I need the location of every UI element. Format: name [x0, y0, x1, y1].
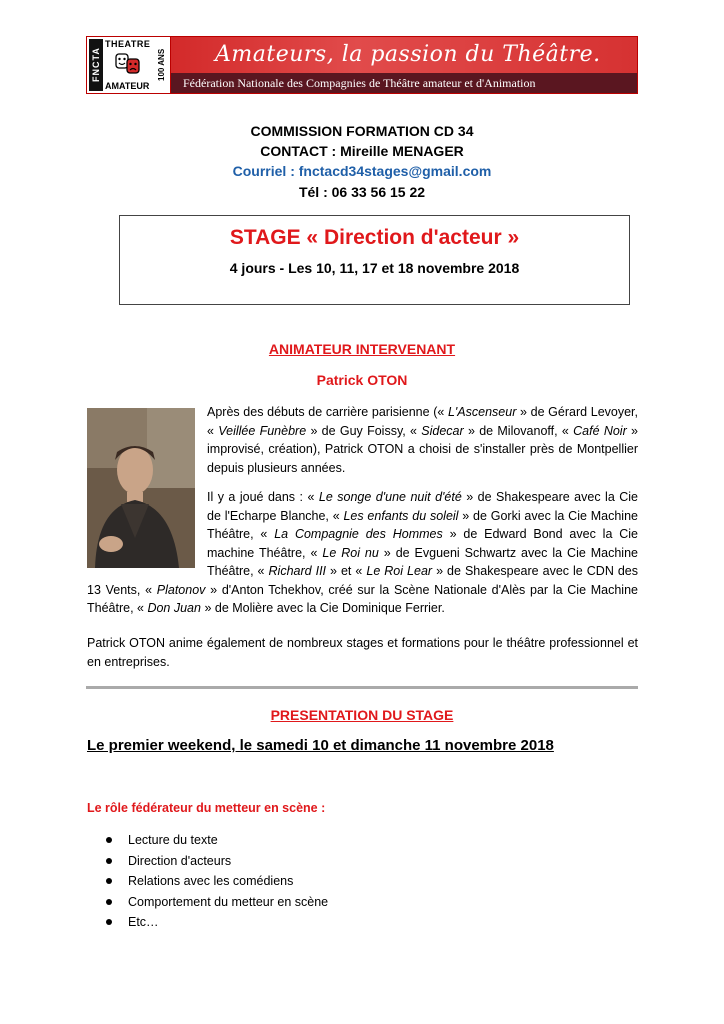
commission-title: COMMISSION FORMATION CD 34 — [250, 123, 474, 139]
bio-paragraph-3: Patrick OTON anime également de nombreux stages et formations pour le théâtre professionnel et en entreprises. — [87, 636, 638, 669]
bullet-icon — [106, 858, 112, 864]
logo-bottom-text: AMATEUR — [105, 81, 150, 91]
presentation-heading: PRESENTATION DU STAGE — [270, 707, 454, 723]
animateur-name — [0, 372, 724, 388]
contact-line: CONTACT : Mireille MENAGER — [260, 143, 464, 159]
phone-line: Tél : 06 33 56 15 22 — [298, 184, 426, 200]
stage-title: STAGE « Direction d'acteur » — [229, 226, 520, 249]
animateur-heading: ANIMATEUR INTERVENANT — [268, 341, 456, 357]
list-item — [106, 871, 328, 892]
banner-brand — [171, 37, 637, 93]
photo-wrap-spacer — [87, 488, 207, 578]
banner-federation: Fédération Nationale des Compagnies de Théâtre amateur et d'Animation — [171, 73, 637, 93]
list-item-text: Relations avec les comédiens — [128, 874, 294, 888]
stage-box — [119, 215, 630, 305]
animateur-name-text: Patrick OTON — [316, 372, 408, 388]
list-item-text: Comportement du metteur en scène — [128, 894, 329, 909]
header-banner — [86, 36, 638, 94]
list-item — [106, 892, 328, 913]
theatre-masks-icon — [115, 53, 141, 75]
logo-top-text: THEATRE — [105, 39, 151, 49]
list-item-text: Direction d'acteurs — [128, 853, 232, 868]
list-item-text: Etc… — [128, 915, 159, 929]
logo-vertical-text: FNCTA — [89, 39, 103, 91]
list-item — [106, 830, 328, 851]
section-divider — [86, 686, 638, 689]
fncta-logo — [87, 37, 171, 93]
role-heading: Le rôle fédérateur du metteur en scène : — [87, 801, 326, 815]
role-list — [106, 830, 328, 933]
bullet-icon — [106, 878, 112, 884]
bullet-icon — [106, 919, 112, 925]
banner-slogan: Amateurs, la passion du Théâtre. — [171, 37, 637, 73]
bullet-icon — [106, 837, 112, 843]
stage-dates: 4 jours - Les 10, 11, 17 et 18 novembre 2018 — [229, 260, 520, 276]
list-item — [106, 912, 328, 933]
bio-paragraph-1-text: Après des débuts de carrière parisienne (« L'Ascenseur » de Gérard Levoyer, « Veillée Funèbre » de Guy Foissy, « Sidecar » de Milovanoff, « Café Noir » improvisé, création), Patrick OTON a choisi de s'installer près de Montpellier depuis plusieurs années. — [207, 405, 639, 475]
email-line[interactable]: Courriel : fnctacd34stages@gmail.com — [232, 163, 492, 179]
weekend-heading: Le premier weekend, le samedi 10 et dimanche 11 novembre 2018 — [87, 737, 554, 754]
list-item — [106, 851, 328, 872]
logo-anniversary-text: 100 ANS — [157, 48, 166, 82]
list-item-text: Lecture du texte — [128, 833, 218, 847]
bio-paragraph-1 — [207, 403, 638, 477]
bio-paragraph-2-text: Il y a joué dans : « Le songe d'une nuit d'été » de Shakespeare avec la Cie de l'Echarpe Blanche, « Les enfants du soleil » de Gorki avec la Cie Machine Théâtre, « La Compagnie des Hommes » de Edward Bond avec la Cie machine Théâtre, « Le Roi nu » de Evgueni Schwartz avec la Cie Machine Théâtre, « Richard III » et « Le Roi Lear » de Shakespeare avec le CDN des 13 Vents, « Platonov » d'Anton Tchekhov, créé sur la Scène Nationale d'Alès par la Cie Machine Théâtre, « Don Juan » de Molière avec la Cie Dominique Ferrier. — [87, 490, 639, 615]
bio-paragraph-2 — [87, 488, 638, 618]
bullet-icon — [106, 899, 112, 905]
